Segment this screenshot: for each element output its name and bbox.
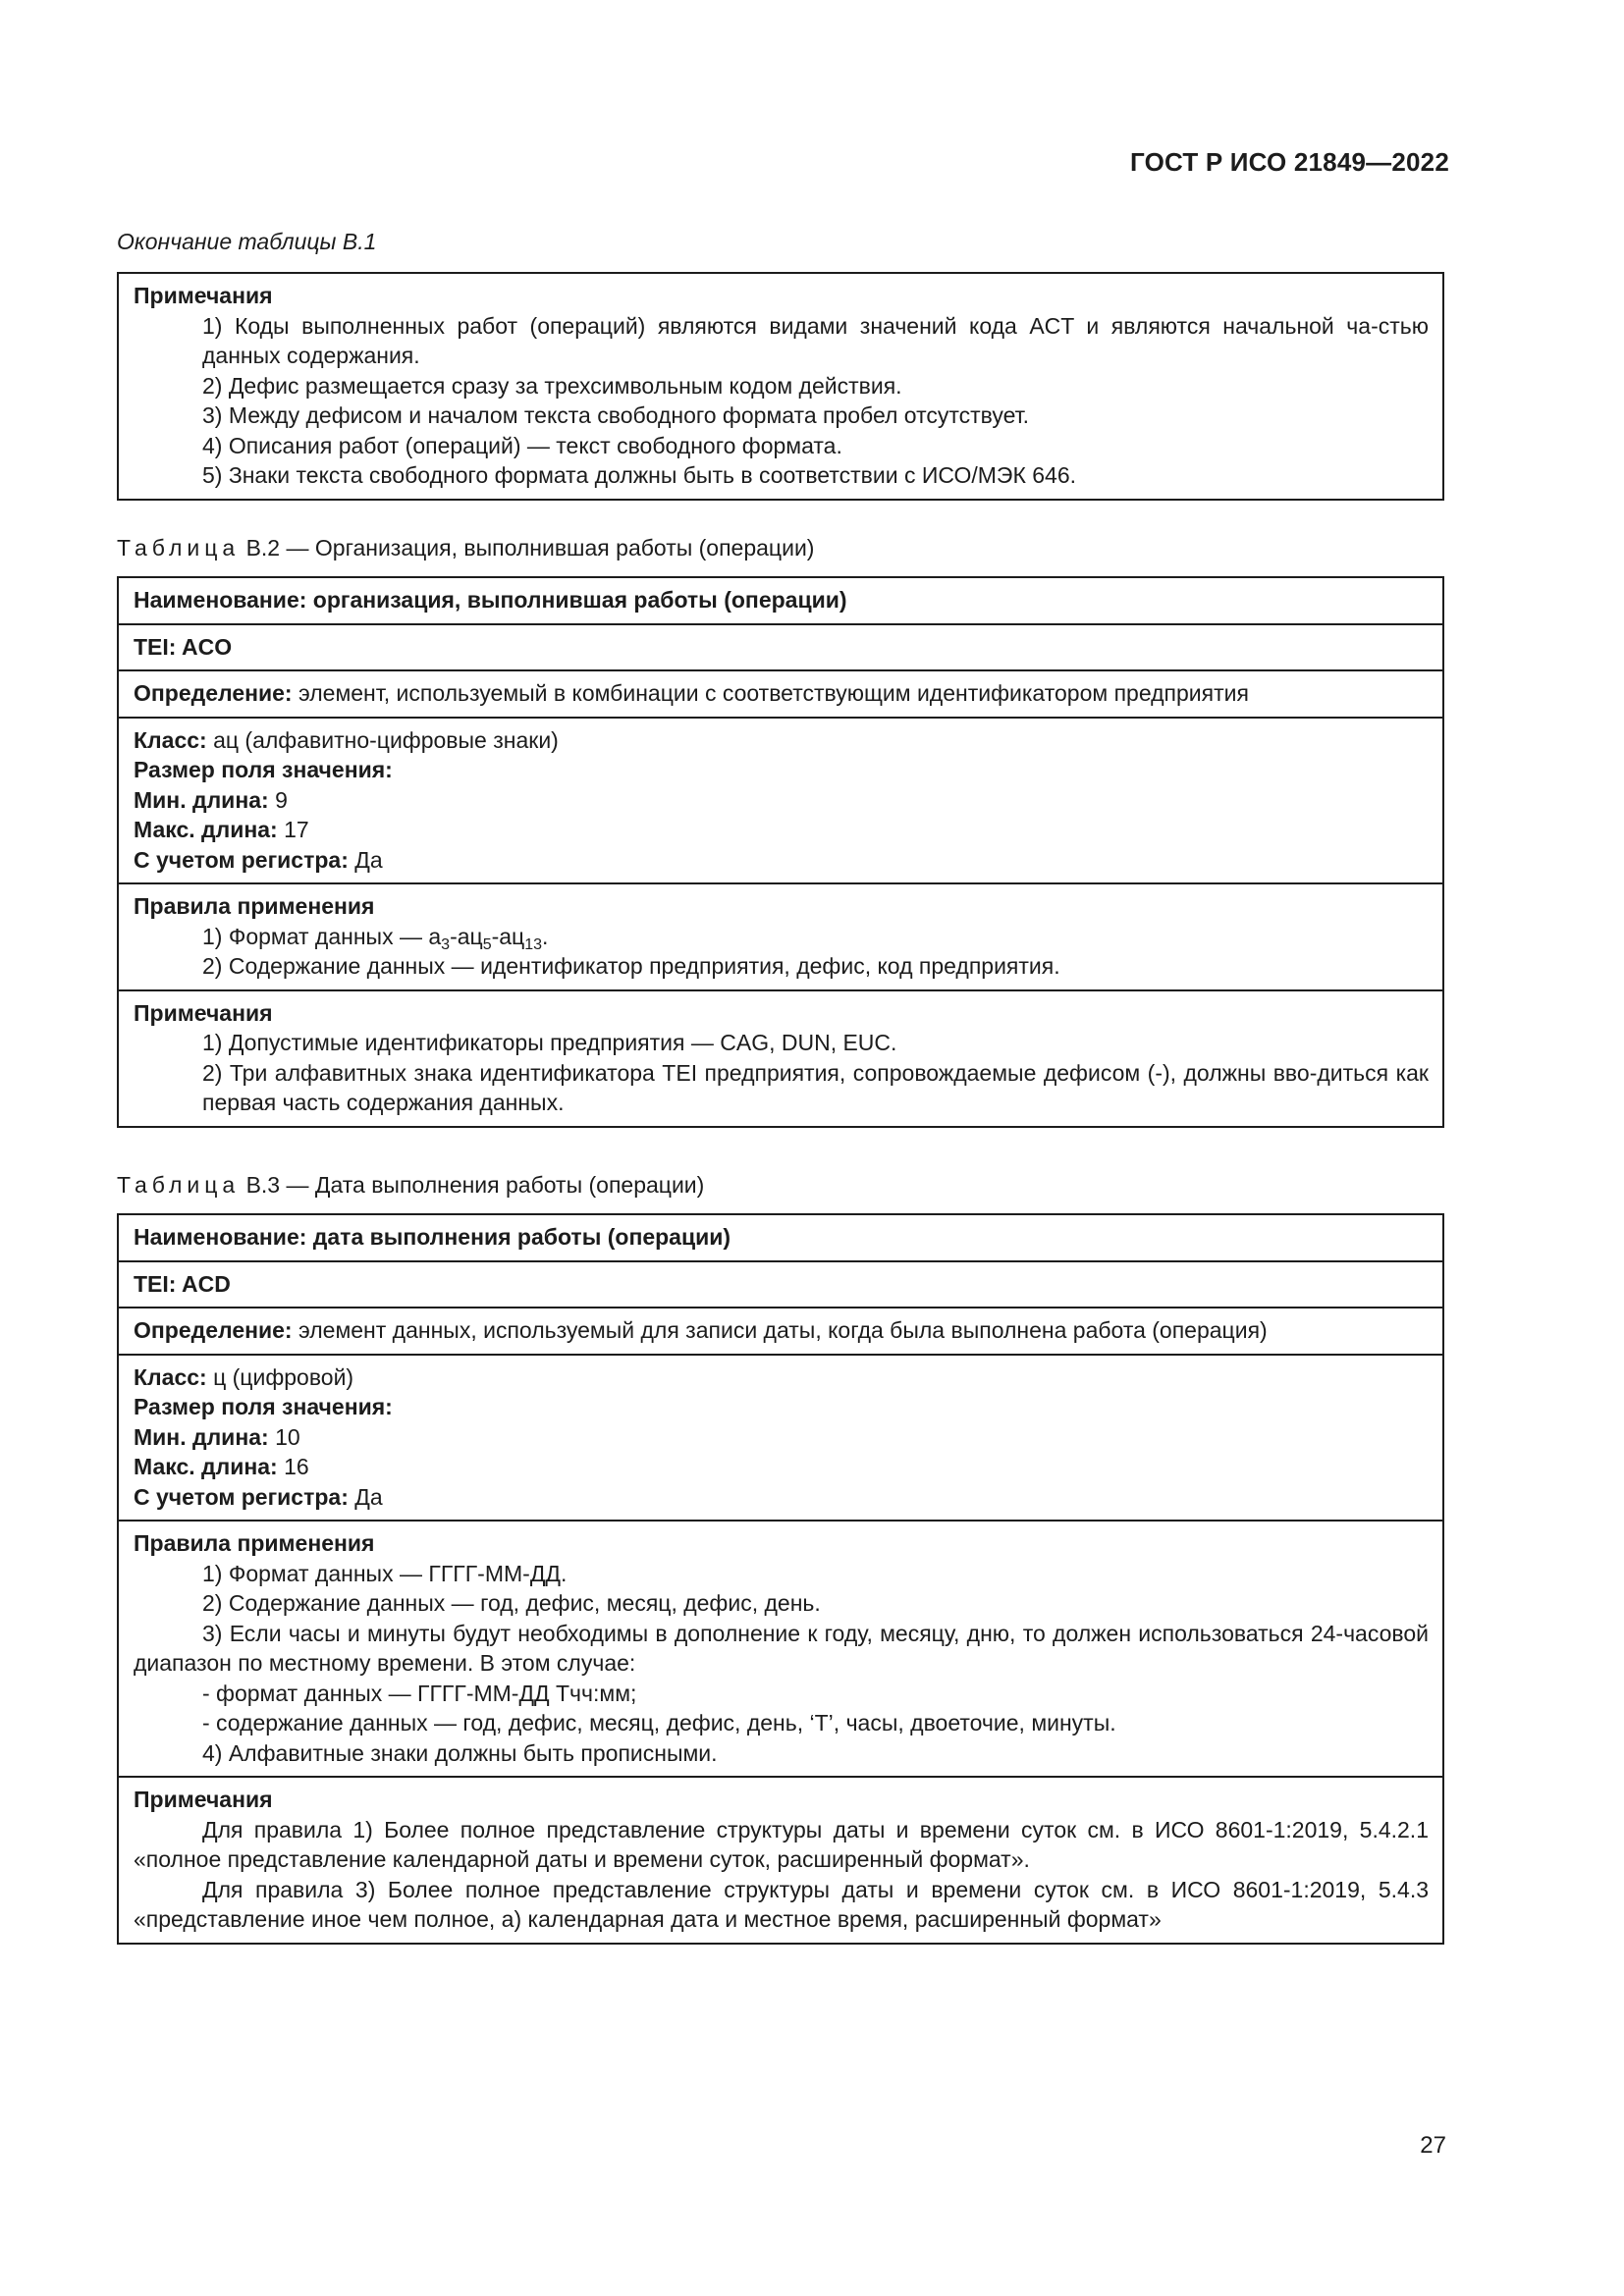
rule-item-format: 1) Формат данных — $а_3-ац_5-ац_{13}$.: [202, 923, 549, 953]
table-b3: [117, 1213, 1444, 1945]
table-b2-rules: [118, 883, 1443, 990]
table-b2-caption: [117, 535, 814, 561]
min-length-line: Мин. длина: 10: [134, 1423, 300, 1450]
max-length-line: Макс. длина: 16: [134, 1454, 309, 1479]
case-sensitive-line: С учетом регистра: Да: [134, 1483, 383, 1510]
table-b3-name: Наименование: дата выполнения работы (операции): [118, 1214, 1443, 1261]
note-item: 3) Между дефисом и началом текста свободного формата пробел отсутствует.: [202, 402, 1030, 428]
table-caption-text: B.3 — Дата выполнения работы (операции): [245, 1172, 705, 1198]
table-b3-tei: TEI: ACD: [118, 1261, 1443, 1308]
rules-title: Правила применения: [134, 893, 375, 919]
page-header-standard: ГОСТ Р ИСО 21849—2022: [1129, 147, 1449, 177]
table-caption-label: Таблица: [117, 535, 241, 561]
table-b1-end-caption: Окончание таблицы B.1: [117, 229, 377, 254]
class-line: Класс: ац (алфавитно-цифровые знаки): [134, 726, 559, 753]
table-b3-definition: [118, 1308, 1443, 1355]
table-caption-label: Таблица: [117, 1172, 241, 1198]
table-b2-definition: [118, 670, 1443, 718]
field-size-label: Размер поля значения:: [134, 1394, 393, 1419]
table-b1-notes-cell: [118, 273, 1443, 500]
table-caption-text: B.2 — Организация, выполнившая работы (операции): [245, 535, 815, 561]
rule-item: 4) Алфавитные знаки должны быть прописными.: [202, 1739, 718, 1766]
table-b3-rules: [118, 1521, 1443, 1777]
table-b3-notes: [118, 1777, 1443, 1944]
definition-label: Определение:: [134, 1317, 293, 1343]
rule-item: 1) Формат данных — ГГГГ-ММ-ДД.: [202, 1560, 568, 1586]
rule-item: 3) Если часы и минуты будут необходимы в дополнение к году, месяцу, дню, то должен использоваться 24-часовой диапазон по местному времени. В этом случае:: [134, 1620, 1429, 1676]
note-item: 2) Дефис размещается сразу за трехсимвольным кодом действия.: [202, 372, 902, 399]
table-b2-notes: [118, 990, 1443, 1127]
note-item: 1) Коды выполненных работ (операций) являются видами значений кода ACT и являются начальной ча-стью данных содержания.: [202, 312, 1429, 368]
notes-title: Примечания: [134, 999, 273, 1026]
min-length-line: Мин. длина: 9: [134, 786, 288, 813]
definition-label: Определение:: [134, 680, 293, 706]
rule-subitem: - содержание данных — год, дефис, месяц, дефис, день, ‘T’, часы, двоеточие, минуты.: [202, 1710, 1116, 1735]
note-item: 2) Три алфавитных знака идентификатора TEI предприятия, сопровождаемые дефисом (-), должны вво-диться как первая часть содержания данных.: [202, 1059, 1429, 1115]
rule-subitem: - формат данных — ГГГГ-ММ-ДД Тчч:мм;: [202, 1680, 637, 1706]
field-size-label: Размер поля значения:: [134, 757, 393, 782]
class-line: Класс: ц (цифровой): [134, 1363, 354, 1390]
rules-title: Правила применения: [134, 1530, 375, 1556]
rule-item: 2) Содержание данных — идентификатор предприятия, дефис, код предприятия.: [202, 953, 1060, 979]
definition-text: элемент данных, используемый для записи даты, когда была выполнена работа (операция): [298, 1317, 1268, 1343]
table-b3-attributes: [118, 1355, 1443, 1522]
note-item: Для правила 3) Более полное представление структуры даты и времени суток см. в ИСО 8601-1:2019, 5.4.3 «представление иное чем полное, a) календарная дата и местное время, расширенный формат»: [134, 1876, 1429, 1932]
note-item: 1) Допустимые идентификаторы предприятия — CAG, DUN, EUC.: [202, 1030, 897, 1055]
table-b2: [117, 576, 1444, 1128]
max-length-line: Макс. длина: 17: [134, 817, 309, 842]
table-b2-attributes: [118, 718, 1443, 884]
notes-title: Примечания: [134, 283, 273, 308]
rule-item: 2) Содержание данных — год, дефис, месяц, дефис, день.: [202, 1590, 821, 1616]
table-b1-notes: [117, 272, 1444, 501]
definition-text: элемент, используемый в комбинации с соответствующим идентификатором предприятия: [298, 680, 1249, 706]
page-number: 27: [1420, 2132, 1446, 2159]
note-item: 5) Знаки текста свободного формата должны быть в соответствии с ИСО/МЭК 646.: [202, 462, 1077, 488]
table-b3-caption: [117, 1172, 704, 1199]
case-sensitive-line: С учетом регистра: Да: [134, 846, 383, 873]
table-b2-name: Наименование: организация, выполнившая работы (операции): [118, 577, 1443, 624]
note-item: 4) Описания работ (операций) — текст свободного формата.: [202, 432, 842, 458]
notes-title: Примечания: [134, 1787, 273, 1812]
table-b2-tei: TEI: ACO: [118, 624, 1443, 671]
note-item: Для правила 1) Более полное представление структуры даты и времени суток см. в ИСО 8601-1:2019, 5.4.2.1 «полное представление календарной даты и времени суток, расширенный формат».: [134, 1816, 1429, 1872]
